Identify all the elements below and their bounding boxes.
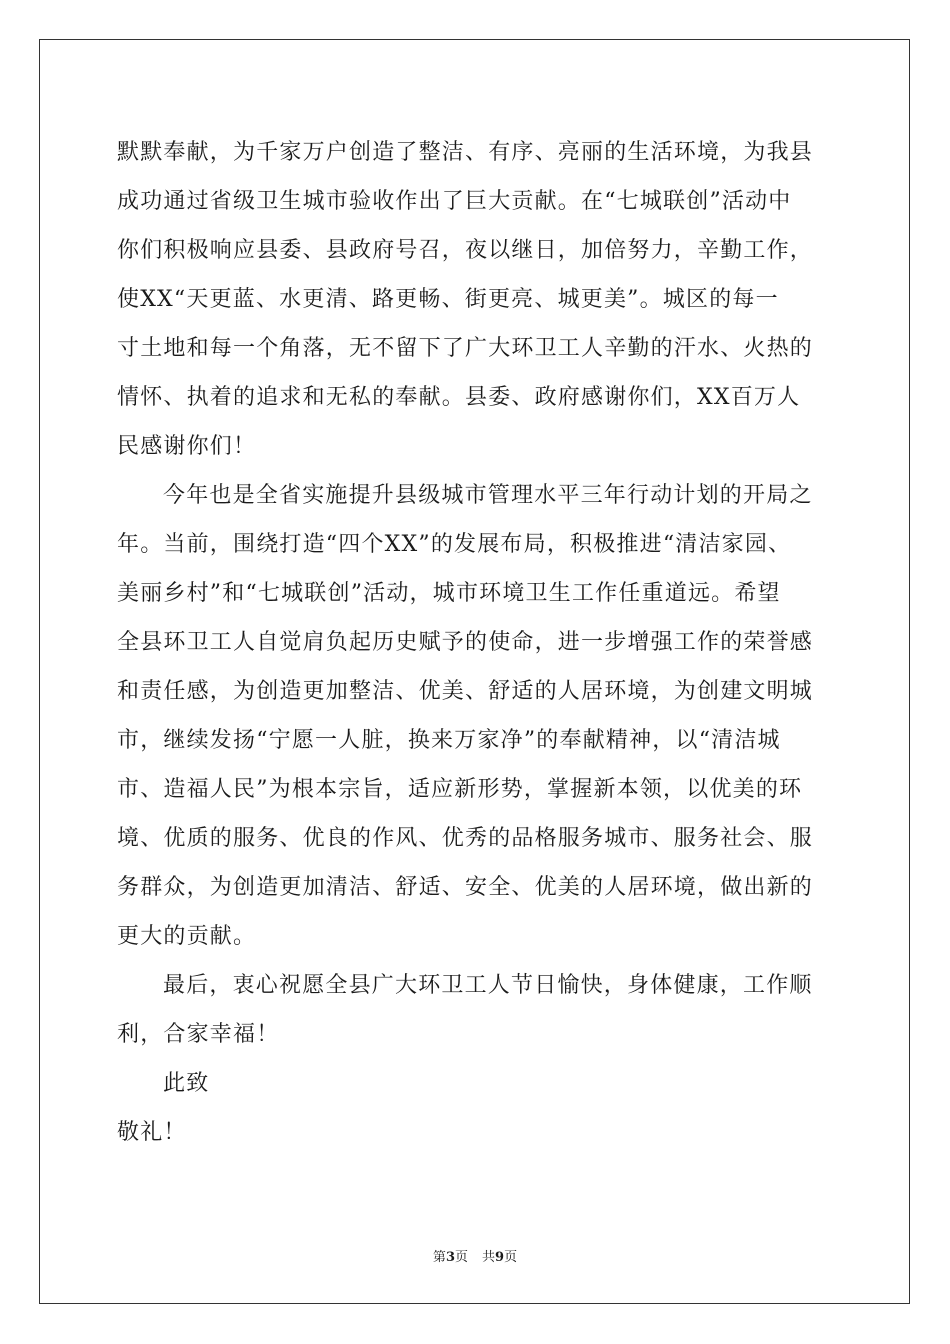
text-line: 境、优质的服务、优良的作风、优秀的品格服务城市、服务社会、服: [117, 826, 814, 851]
text-line: 务群众，为创造更加清洁、舒适、安全、优美的人居环境，做出新的: [117, 875, 814, 900]
text-line: 默默奉献，为千家万户创造了整洁、有序、亮丽的生活环境，为我县: [117, 140, 814, 165]
text-line: 使XX“天更蓝、水更清、路更畅、街更亮、城更美”。城区的每一: [117, 287, 779, 312]
text-line: 情怀、执着的追求和无私的奉献。县委、政府感谢你们，XX百万人: [117, 385, 801, 410]
text-line: 利，合家幸福！: [117, 1022, 280, 1047]
text-line: 美丽乡村”和“七城联创”活动，城市环境卫生工作任重道远。希望: [117, 581, 781, 606]
page-prefix: 第: [432, 1250, 446, 1265]
total-suffix: 页: [504, 1250, 518, 1265]
text-line: 市，继续发扬“宁愿一人脏，换来万家净”的奉献精神，以“清洁城: [117, 728, 781, 753]
page-number: 3: [445, 1250, 455, 1265]
paragraph-start-line: 最后，衷心祝愿全县广大环卫工人节日愉快，身体健康，工作顺: [163, 973, 813, 998]
closing-regards: 敬礼！: [117, 1120, 187, 1145]
text-line: 寸土地和每一个角落，无不留下了广大环卫工人辛勤的汗水、火热的: [117, 336, 814, 361]
text-line: 更大的贡献。: [117, 924, 257, 949]
total-prefix: 共: [482, 1250, 496, 1265]
letter-body: [117, 128, 837, 1157]
text-line: 你们积极响应县委、县政府号召，夜以继日，加倍努力，辛勤工作，: [117, 238, 814, 263]
text-line: 全县环卫工人自觉肩负起历史赋予的使命，进一步增强工作的荣誉感: [117, 630, 814, 655]
paragraph-start-line: 今年也是全省实施提升县级城市管理水平三年行动计划的开局之: [163, 483, 813, 508]
text-line: 市、造福人民”为根本宗旨，适应新形势，掌握新本领，以优美的环: [117, 777, 803, 802]
text-line: 民感谢你们！: [117, 434, 257, 459]
page-suffix: 页: [454, 1250, 468, 1265]
page-footer: [0, 1246, 950, 1265]
text-line: 成功通过省级卫生城市验收作出了巨大贡献。在“七城联创”活动中: [117, 189, 792, 214]
text-line: 年。当前，围绕打造“四个XX”的发展布局，积极推进“清洁家园、: [117, 532, 792, 557]
total-pages: 9: [495, 1250, 505, 1265]
closing-salutation: 此致: [163, 1071, 210, 1096]
text-line: 和责任感，为创造更加整洁、优美、舒适的人居环境，为创建文明城: [117, 679, 814, 704]
